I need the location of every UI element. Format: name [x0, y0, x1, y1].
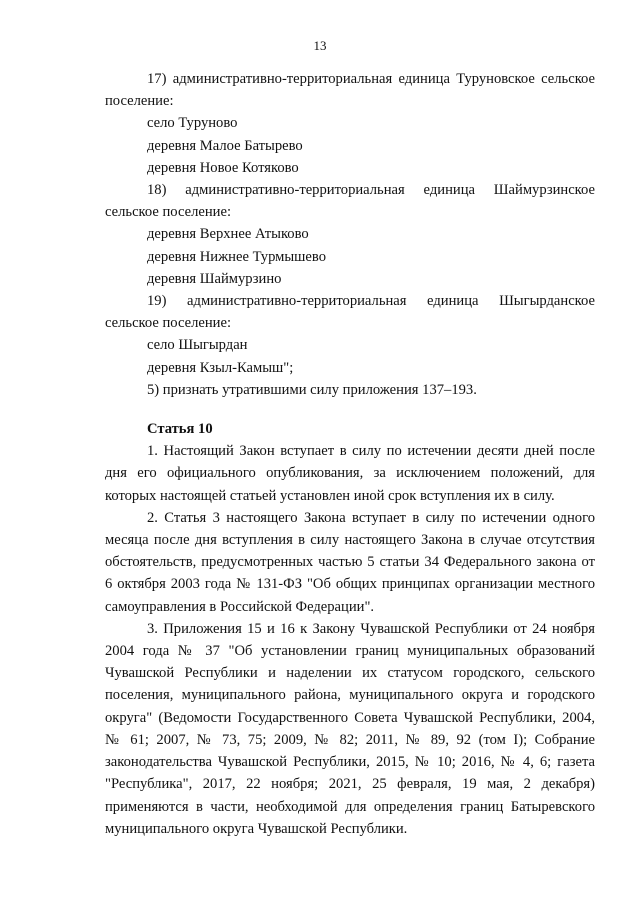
- article-paragraph-1: 1. Настоящий Закон вступает в силу по истечении десяти дней после дня его официального опубликования, за исключением положений, для которых настоящей статьей установлен иной срок вступления их в силу.: [105, 443, 595, 504]
- page-number: 13: [313, 38, 327, 53]
- document-body: [105, 68, 595, 840]
- settlement-item: деревня Шаймурзино: [147, 270, 282, 287]
- settlement-item: деревня Кзыл-Камыш";: [147, 359, 294, 376]
- settlement-item: деревня Малое Батырево: [147, 137, 303, 154]
- paragraph-item-5: 5) признать утратившими силу приложения 137–193.: [147, 381, 477, 398]
- paragraph-item-18: 18) административно-территориальная единица Шаймурзинское сельское поселение:: [105, 182, 595, 221]
- settlement-item: деревня Нижнее Турмышево: [147, 248, 326, 265]
- settlement-item: деревня Новое Котяково: [147, 159, 299, 176]
- article-heading: Статья 10: [147, 421, 213, 438]
- paragraph-item-17: 17) административно-территориальная единица Туруновское сельское поселение:: [105, 71, 595, 110]
- settlement-item: село Шыгырдан: [147, 337, 248, 354]
- article-paragraph-3: 3. Приложения 15 и 16 к Закону Чувашской Республики от 24 ноября 2004 года № 37 "Об установлении границ муниципальных образований Чувашской Республики и наделении их статусом городского, сельского поселения, муниципального района, муниципального округа и городского округа" (Ведомости Государственного Совета Чувашской Республики, 2004, № 61; 2007, № 73, 75; 2009, № 82; 2011, № 89, 92 (том I); Собрание законодательства Чувашской Республики, 2015, № 10; 2016, № 4, 6; газета "Республика", 2017, 22 ноября; 2021, 25 февраля, 19 мая, 2 декабря) применяются в части, необходимой для определения границ Батыревского муниципального округа Чувашской Республики.: [105, 620, 595, 837]
- paragraph-item-19: 19) административно-территориальная единица Шыгырданское сельское поселение:: [105, 293, 595, 332]
- settlement-item: деревня Верхнее Атыково: [147, 226, 309, 243]
- article-paragraph-2: 2. Статья 3 настоящего Закона вступает в силу по истечении одного месяца после дня вступления в силу настоящего Закона в случае отсутствия обстоятельств, предусмотренных частью 5 статьи 34 Федерального закона от 6 октября 2003 года № 131-ФЗ "Об общих принципах организации местного самоуправления в Российской Федерации".: [105, 509, 595, 615]
- settlement-item: село Туруново: [147, 115, 238, 132]
